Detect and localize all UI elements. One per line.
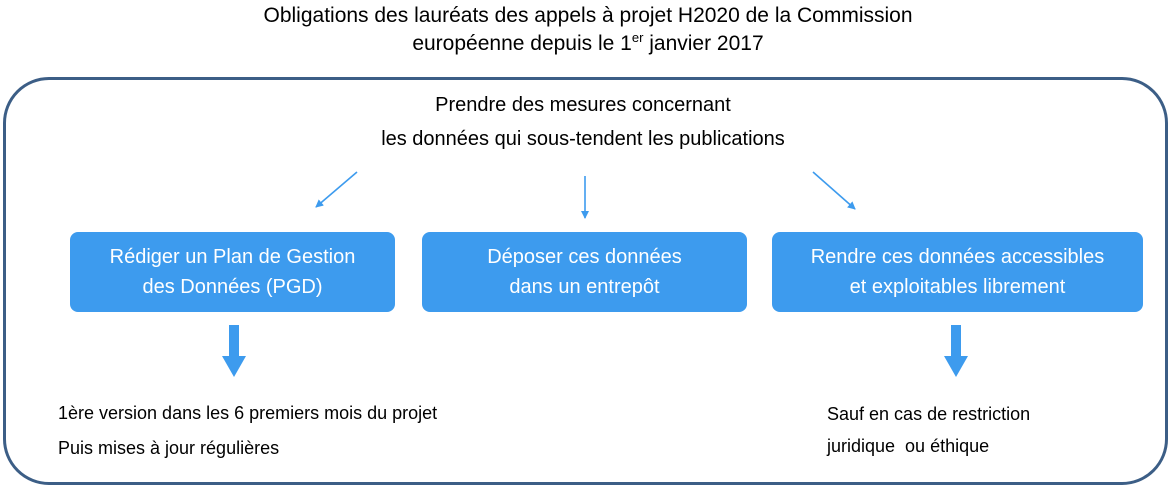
central-statement-line-1: Prendre des mesures concernant <box>435 94 731 116</box>
box-open-access <box>772 232 1143 312</box>
box-pgd-label: Rédiger un Plan de Gestion des Données (PGD) <box>109 246 356 298</box>
central-statement-line-2: les données qui sous-tendent les publications <box>381 128 785 150</box>
block-arrow-left <box>222 325 246 377</box>
box-open-access-label: Rendre ces données accessibles et exploitables librement <box>810 246 1105 298</box>
block-arrow-right <box>944 325 968 377</box>
title-line-2-start: européenne depuis le 1 <box>412 32 632 55</box>
box-deposit-label: Déposer ces données dans un entrepôt <box>487 246 682 298</box>
box-deposit <box>422 232 747 312</box>
arrow-to-box-3 <box>813 172 855 209</box>
note-restriction-line-2: juridique ou éthique <box>827 436 990 456</box>
note-pgd-line-1: 1ère version dans les 6 premiers mois du projet <box>58 403 438 423</box>
note-restriction-line-1: Sauf en cas de restriction <box>827 404 1031 424</box>
note-pgd <box>58 396 437 466</box>
box-pgd <box>70 232 395 312</box>
title-superscript: er <box>631 30 644 45</box>
title-line-1: Obligations des lauréats des appels à projet H2020 de la Commission <box>263 4 913 27</box>
title-line-2-end: janvier 2017 <box>643 32 764 55</box>
arrow-to-box-1 <box>316 172 357 207</box>
note-restriction <box>827 398 1030 462</box>
note-pgd-line-2: Puis mises à jour régulières <box>58 438 280 458</box>
